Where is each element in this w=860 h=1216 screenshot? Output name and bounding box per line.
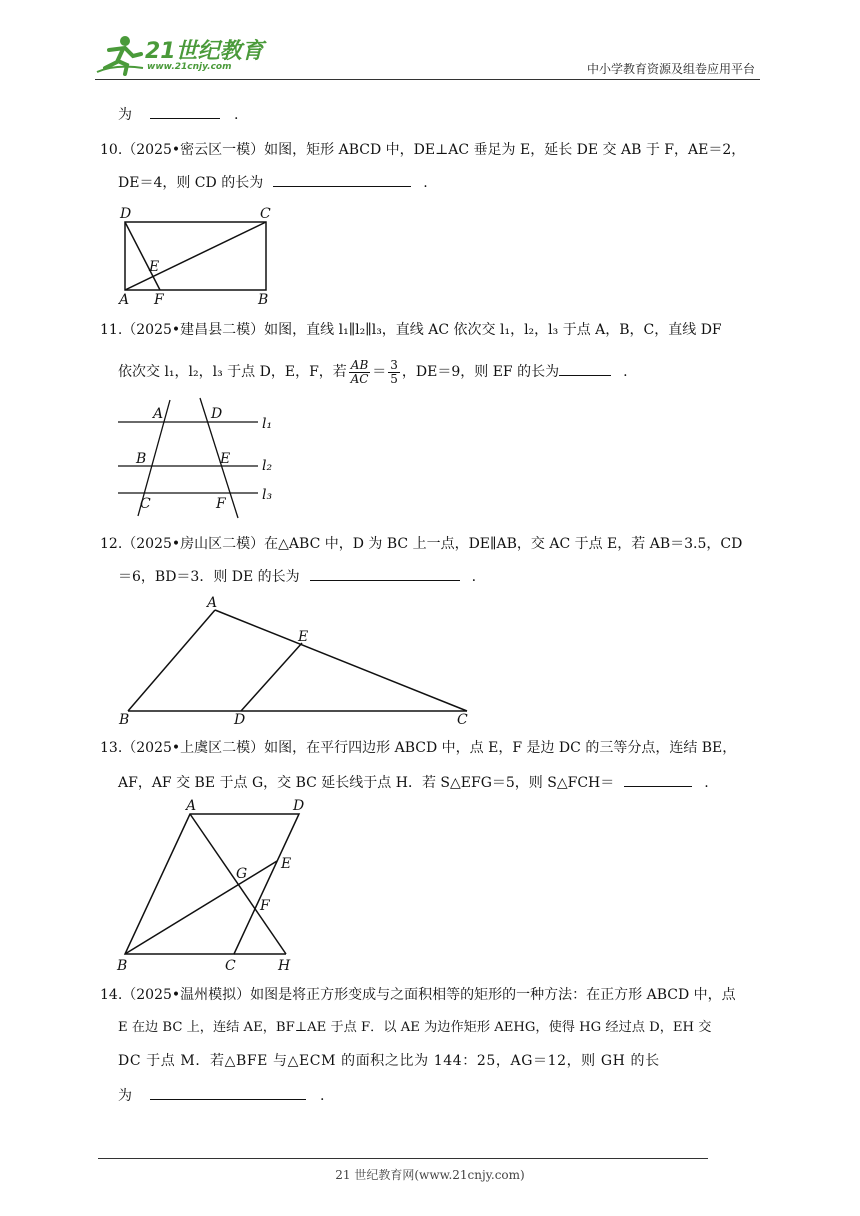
fraction-denominator: AC (350, 371, 369, 386)
label-l2: l₂ (262, 458, 273, 474)
q14-text-line4: 为 (118, 1088, 132, 1104)
q14-line1 (100, 985, 736, 1005)
label-C: C (260, 206, 271, 222)
label-E: E (298, 629, 309, 645)
q11-figure (110, 396, 285, 520)
q14-line4 (118, 1085, 324, 1106)
q11-text-line2b: ，DE＝9，则 EF 的长为 (401, 364, 560, 380)
q13-line1 (100, 738, 736, 758)
side-ac (215, 610, 467, 711)
label-D: D (293, 798, 305, 814)
q10-source: （2025•密云区一模） (122, 142, 265, 158)
fraction-3-5 (388, 359, 400, 386)
answer-blank-9[interactable] (150, 104, 220, 119)
label-A: A (153, 406, 164, 422)
label-F: F (154, 292, 164, 308)
label-C: C (140, 496, 151, 512)
label-C: C (225, 958, 236, 974)
q12-source: （2025•房山区二模） (122, 536, 265, 552)
label-A: A (186, 798, 197, 814)
q13-source: （2025•上虞区二模） (122, 740, 265, 756)
segment-de (241, 643, 302, 711)
q12-end: . (471, 569, 477, 585)
fraction-numerator: AB (350, 357, 369, 372)
label-C: C (457, 712, 468, 728)
label-l1: l₁ (262, 416, 273, 432)
label-D: D (120, 206, 132, 222)
q13-line2 (118, 772, 709, 793)
label-F: F (216, 496, 226, 512)
logo-url: www.21cnjy.com (147, 62, 232, 72)
label-H: H (278, 958, 291, 974)
fraction2-denominator: 5 (390, 371, 398, 386)
q13-text-line1: 如图，在平行四边形 ABCD 中，点 E，F 是边 DC 的三等分点，连结 BE， (264, 740, 737, 756)
label-D: D (234, 712, 246, 728)
label-F: F (260, 898, 270, 914)
fraction2-numerator: 3 (390, 357, 398, 372)
footer-text: 21 世纪教育网(www.21cnjy.com) (335, 1168, 525, 1182)
label-l3: l₃ (262, 487, 273, 503)
q12-figure (115, 592, 480, 728)
parallelogram-abcd (125, 814, 299, 954)
logo-text: 21世纪教育 (145, 39, 264, 64)
q10-text-line1: 如图，矩形 ABCD 中，DE⊥AC 垂足为 E，延长 DE 交 AB 于 F，AE＝2， (264, 142, 746, 158)
diagonal-ac (125, 222, 266, 290)
q12-text-line1: 在△ABC 中，D 为 BC 上一点，DE∥AB，交 AC 于点 E，若 AB＝3.5，CD (264, 536, 743, 552)
q12-line1 (100, 534, 742, 554)
label-E: E (220, 451, 231, 467)
answer-blank-13[interactable] (624, 772, 692, 787)
segment-df (125, 222, 160, 290)
answer-blank-14[interactable] (150, 1085, 306, 1100)
segment-ah (190, 814, 286, 954)
q10-figure (110, 200, 280, 308)
side-ab (128, 610, 215, 711)
q14-source: （2025•温州模拟） (122, 987, 251, 1003)
q11-source: （2025•建昌县二模） (122, 322, 265, 338)
q14-line2 (118, 1018, 711, 1038)
header (95, 30, 760, 80)
label-E: E (149, 259, 160, 275)
header-right-title: 中小学教育资源及组卷应用平台 (586, 62, 755, 76)
q11-text-line2a: 依次交 l₁，l₂，l₃ 于点 D，E，F，若 (118, 364, 347, 380)
answer-blank-11[interactable] (559, 361, 611, 376)
logo-runner-icon (95, 34, 145, 76)
q10-end: . (423, 175, 428, 191)
q14-text-line1: 如图是将正方形变成与之面积相等的矩形的一种方法：在正方形 ABCD 中，点 (250, 987, 736, 1003)
q13-figure (112, 796, 312, 976)
q10-number: 10. (100, 142, 123, 158)
header-rule (95, 79, 760, 80)
label-A: A (207, 595, 218, 611)
q14-line3 (118, 1051, 660, 1071)
label-G: G (236, 866, 248, 882)
q11-text-line1: 如图，直线 l₁∥l₂∥l₃，直线 AC 依次交 l₁，l₂，l₃ 于点 A，B，C，直线 DF (264, 322, 722, 338)
q14-end: . (320, 1088, 325, 1104)
top-suffix: . (234, 107, 239, 123)
q11-line2 (118, 358, 628, 386)
q13-text-line2: AF，AF 交 BE 于点 G，交 BC 延长线于点 H．若 S△EFG＝5，则 S△FCH＝ (118, 775, 615, 791)
label-B: B (136, 451, 147, 467)
label-B: B (119, 712, 130, 728)
q11-line1 (100, 320, 722, 340)
q12-line2 (118, 566, 476, 587)
q13-end: . (704, 775, 709, 791)
q10-line2 (118, 172, 428, 193)
top-prefix: 为 (118, 107, 132, 123)
q12-text-line2: ＝6，BD＝3．则 DE 的长为 (118, 569, 300, 585)
label-D: D (211, 406, 223, 422)
answer-blank-10[interactable] (273, 172, 411, 187)
label-B: B (117, 958, 128, 974)
q10-text-line2: DE＝4，则 CD 的长为 (118, 175, 264, 191)
label-E: E (281, 856, 292, 872)
q11-number: 11. (100, 322, 123, 338)
q14-text-line3: DC 于点 M．若△BFE 与△ECM 的面积之比为 144：25，AG＝12，则 GH 的长 (118, 1053, 660, 1069)
equals-sign: ＝ (372, 364, 387, 380)
q12-number: 12. (100, 536, 123, 552)
q14-text-line2: E 在边 BC 上，连结 AE，BF⊥AE 于点 F．以 AE 为边作矩形 AEHG，使得 HG 经过点 D，EH 交 (118, 1020, 712, 1035)
footer-rule (98, 1158, 708, 1159)
fraction-ab-ac (349, 359, 370, 386)
label-B: B (258, 292, 269, 308)
q11-end: . (623, 364, 628, 380)
top-answer-line (118, 104, 238, 125)
q14-number: 14. (100, 987, 123, 1003)
q10-line1 (100, 140, 745, 160)
answer-blank-12[interactable] (310, 566, 460, 581)
label-A: A (119, 292, 130, 308)
q13-number: 13. (100, 740, 123, 756)
